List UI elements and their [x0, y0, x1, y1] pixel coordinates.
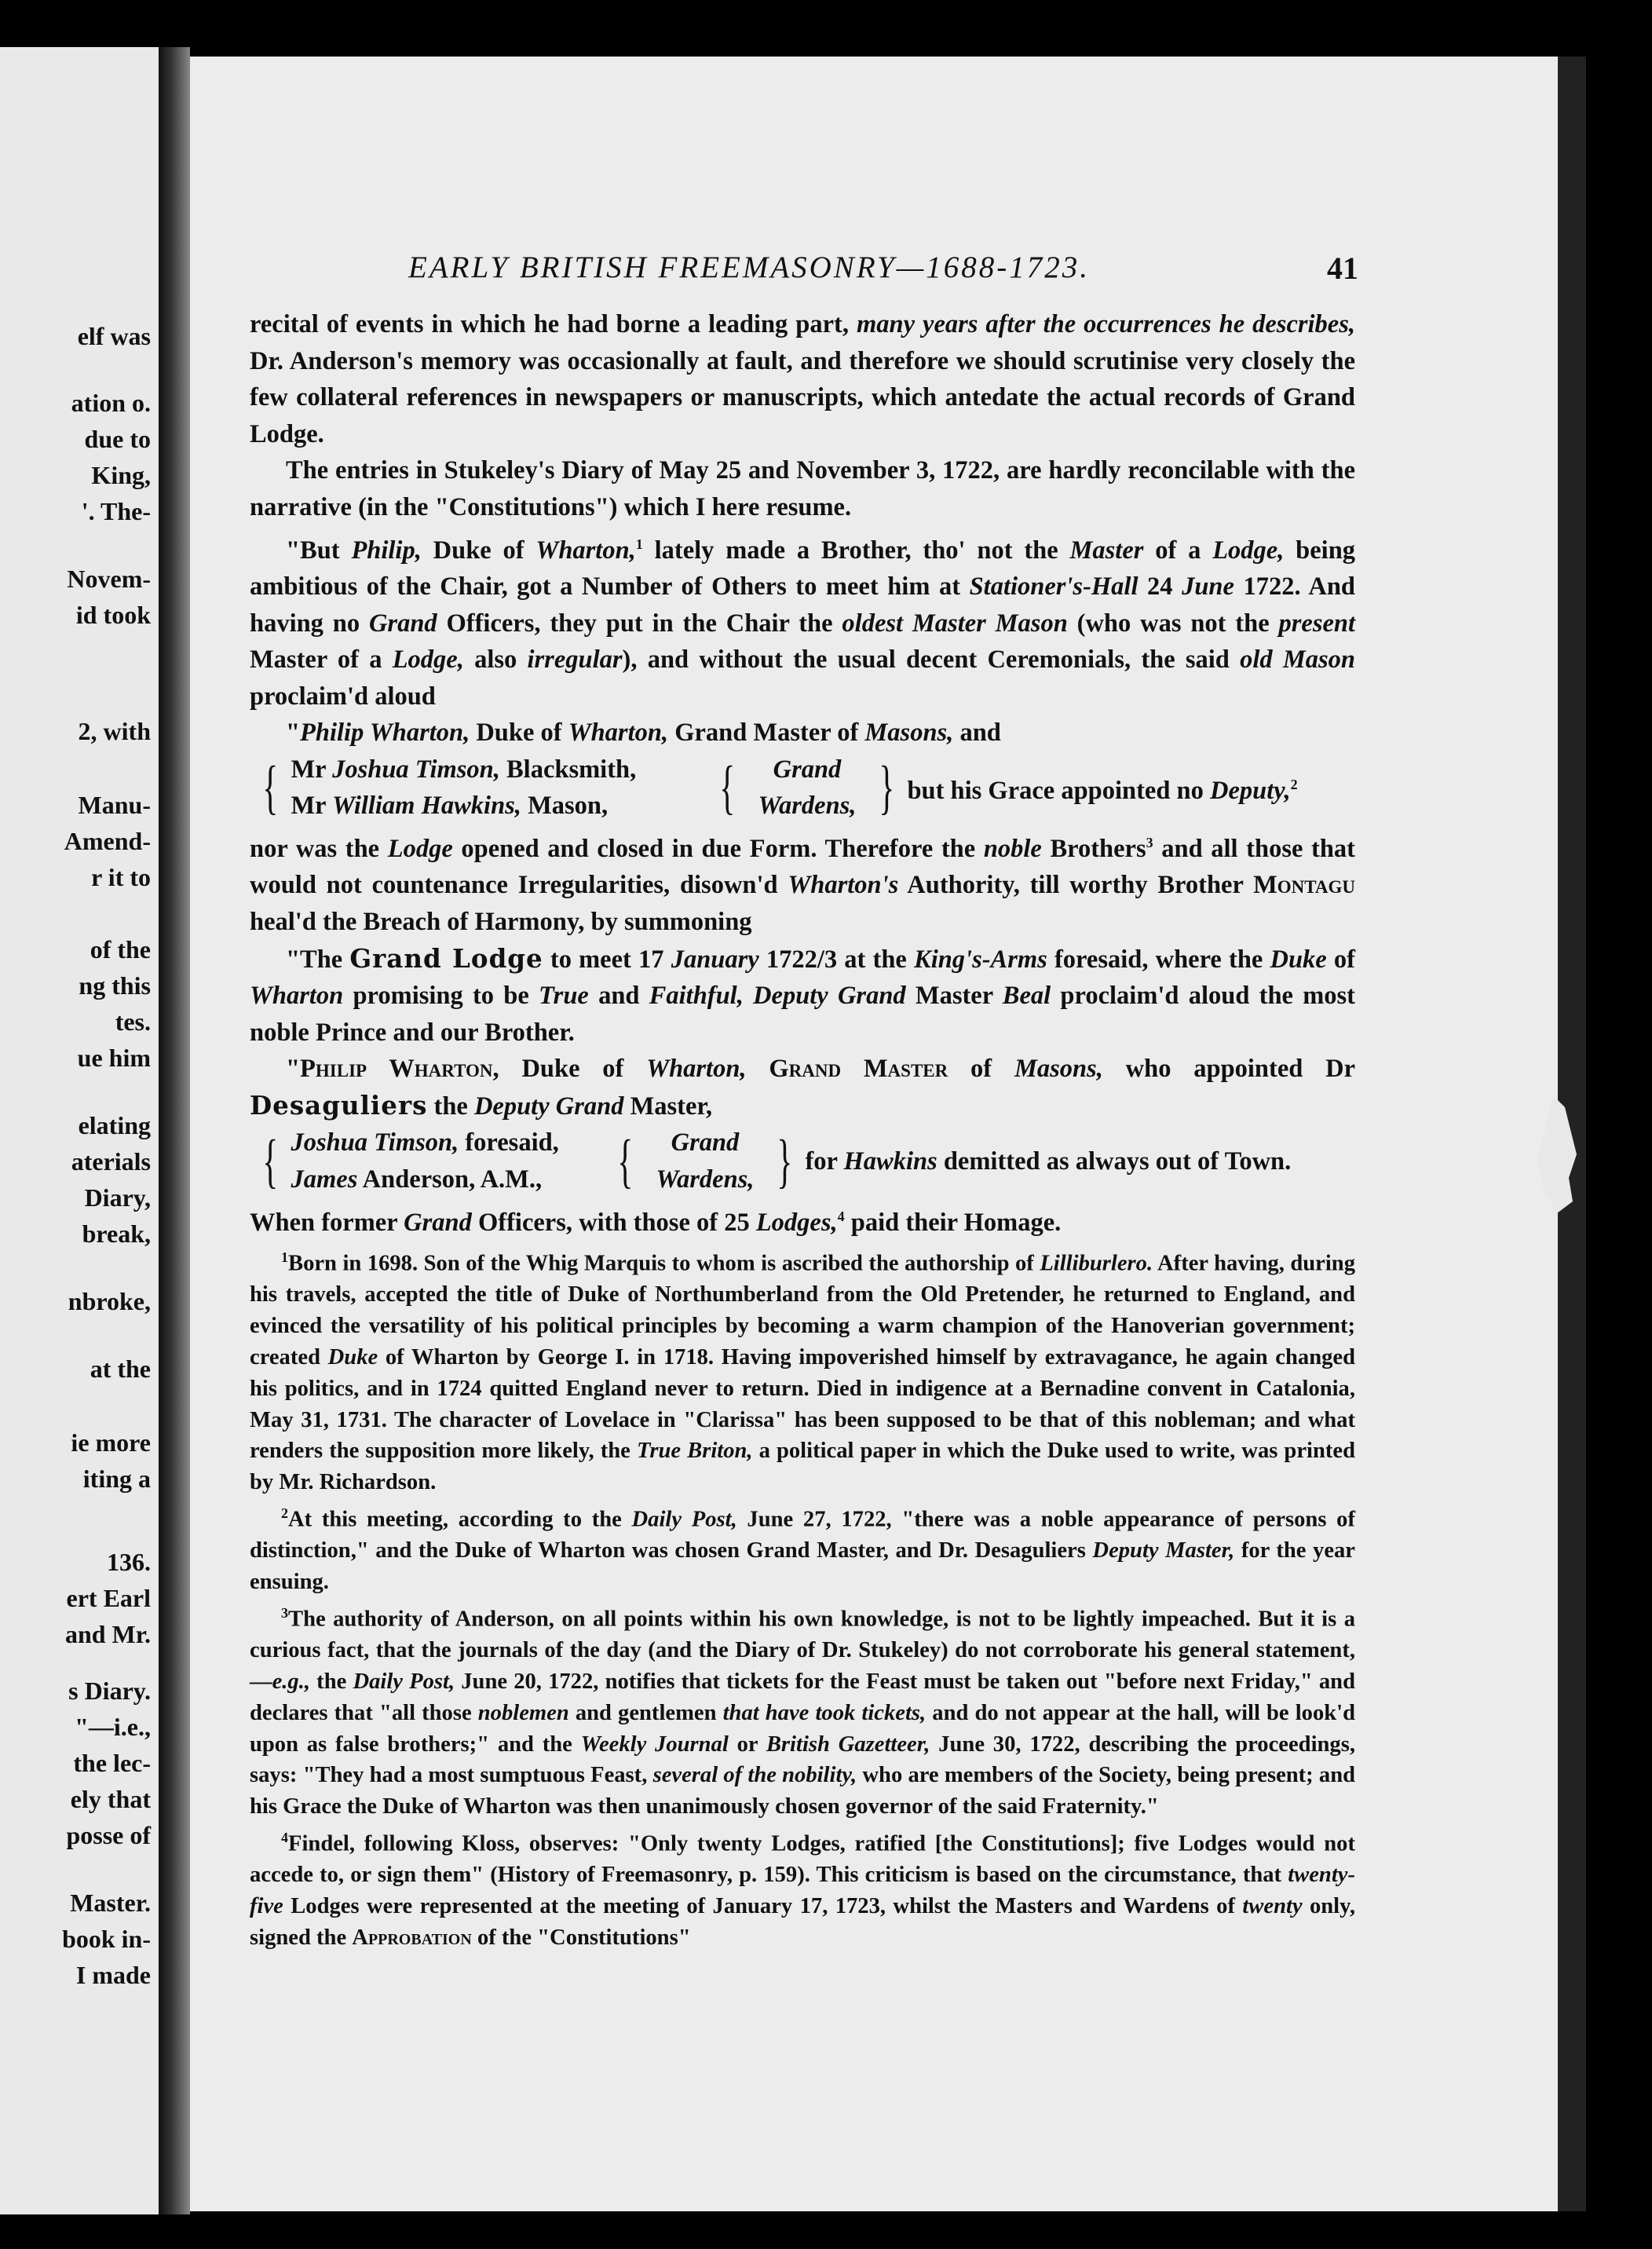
brace-right: }: [879, 755, 895, 821]
warden-title: Grand Wardens,: [758, 755, 857, 821]
book-gutter: [159, 47, 190, 2214]
paragraph-2: The entries in Stukeley's Diary of May 25 and November 3, 1722, are hardly reconcilable with the narrative (in the "Constitutions") which I here resume.: [250, 456, 1355, 521]
footnote-4: $^4$Findel, following Kloss, observes: "Only twenty Lodges, ratified [the Constitutions]; five Lodges would not accede to, or sign them" (History of Freemasonry, p. 159). This criticism is based on the circumstance, that twenty-five Lodges were represented at the meeting of January 17, 1723, whilst the Masters and Wardens of twenty only, signed the Approbation of the "Constitutions": [250, 1829, 1355, 1950]
left-margin-fragment: ng this: [79, 971, 151, 1000]
left-margin-fragment: due to: [84, 425, 151, 453]
brace-left: {: [262, 755, 279, 821]
left-margin-fragment: Amend-: [64, 827, 151, 855]
left-margin-fragment: ation o.: [71, 389, 151, 417]
left-margin-fragment: I made: [75, 1961, 151, 1989]
body-text: [250, 306, 1355, 1241]
footnote-1: $^1$Born in 1698. Son of the Whig Marquis to whom is ascribed the authorship of Lilliburlero. After having, during his travels, accepted the title of Duke of Northumberland from the Old Pretender, he returned to England, and evinced the versatility of his political principles by becoming a warm champion of the Hanoverian government; created Duke of Wharton by George I. in 1718. Having impoverished himself by extravagance, he again changed his politics, and in 1724 quitted England never to return. Died in indigence at a Bernadine convent in Catalonia, May 31, 1731. The character of Lovelace in "Clarissa" has been supposed to be that of this nobleman; and what renders the supposition more likely, the True Briton, a political paper in which the Duke used to write, was printed by Mr. Richardson.: [250, 1249, 1355, 1495]
footnote-2: $^2$At this meeting, according to the Daily Post, June 27, 1722, "there was a noble appearance of persons of distinction," and the Duke of Wharton was chosen Grand Master, and Dr. Desaguliers Deputy Master, for the year ensuing.: [250, 1505, 1355, 1595]
warden-title: Grand Wardens,: [656, 1128, 755, 1194]
footnote-ref-2: 2: [1290, 777, 1298, 793]
left-margin-fragment: 2, with: [78, 717, 151, 745]
left-margin-fragment: Manu-: [78, 791, 151, 819]
left-margin-fragment: id took: [75, 601, 151, 629]
footnote-ref-3: 3: [1146, 834, 1153, 850]
left-margin-fragment: nbroke,: [68, 1287, 151, 1315]
footnote-ref-1: 1: [635, 536, 643, 552]
footnote-ref-4: 4: [837, 1208, 845, 1224]
footnote-3: $^3$The authority of Anderson, on all points within his own knowledge, is not to be lightly impeached. But it is a curious fact, that the journals of the day (and the Diary of Dr. Stukeley) do not corroborate his general statement,—e.g., the Daily Post, June 20, 1722, notifies that tickets for the Feast must be taken out "before next Friday," and declares that "all those noblemen and gentlemen that have took tickets, and do not appear at the hall, will be look'd upon as false brothers;" and the Weekly Journal or British Gazetteer, June 30, 1722, describing the proceedings, says: "They had a most sumptuous Feast, several of the nobility, who are members of the Society, being present; and his Grace the Duke of Wharton was then unanimously chosen governor of the said Fraternity.": [250, 1604, 1356, 1819]
wardens-tail: for Hawkins demitted as always out of Town.: [805, 1146, 1292, 1176]
left-margin-fragment: the lec-: [73, 1749, 151, 1777]
left-margin-fragment: ue him: [77, 1044, 151, 1072]
left-margin-fragment: elating: [78, 1111, 151, 1139]
left-margin-fragment: 136.: [107, 1548, 151, 1576]
left-margin-fragment: s Diary.: [68, 1677, 151, 1705]
warden-names: Mr Joshua Timson, Blacksmith, Mr William Hawkins, Mason,: [291, 755, 637, 821]
left-margin-fragment: Master.: [70, 1889, 151, 1917]
left-margin-fragment: ie more: [71, 1428, 151, 1457]
left-margin-fragment: book in-: [62, 1925, 151, 1953]
left-margin-fragment: aterials: [71, 1147, 151, 1176]
paragraph-6: "Philip Wharton, Duke of Wharton, Grand Master of Masons, who appointed Dr Desaguliers the Deputy Grand Master,: [250, 1055, 1356, 1121]
left-margin-fragment: tes.: [115, 1007, 151, 1036]
blackletter-desaguliers: Desaguliers: [250, 1089, 428, 1121]
left-margin-fragment: and Mr.: [64, 1620, 151, 1648]
left-margin-fragment: break,: [82, 1220, 151, 1248]
paragraph-4: nor was the Lodge opened and closed in due Form. Therefore the noble Brothers$^3$ and all those that would not countenance Irregularities, disown'd Wharton's Authority, till worthy Brother Montagu heal'd the Breach of Harmony, by summoning: [250, 834, 1355, 936]
footnotes: [250, 1242, 1355, 1954]
left-margin-fragment: "—i.e.,: [75, 1713, 151, 1741]
left-margin-fragment: r it to: [91, 863, 151, 891]
blackletter-grand-lodge: Grand Lodge: [349, 942, 543, 974]
left-margin-fragment: Novem-: [67, 565, 151, 593]
wardens-block-2: [250, 1125, 1355, 1198]
left-page-fragment: [0, 47, 159, 2214]
left-margin-fragment: posse of: [66, 1821, 151, 1849]
paragraph-7: When former Grand Officers, with those of 25 Lodges,$^4$ paid their Homage.: [250, 1208, 1062, 1237]
left-margin-fragment: King,: [91, 461, 151, 489]
paragraph-5: "The Grand Lodge to meet 17 January 1722/3 at the King's-Arms foresaid, where the Duke of Wharton promising to be True and Faithful, Deputy Grand Master Beal proclaim'd aloud the most noble Prince and our Brother.: [250, 942, 1355, 1047]
brace-middle: {: [617, 1128, 634, 1195]
running-head: EARLY BRITISH FREEMASONRY—1688-1723.: [408, 250, 1091, 284]
left-margin-fragment: ely that: [70, 1785, 151, 1813]
brace-right: }: [777, 1128, 793, 1195]
paragraph-1: recital of events in which he had borne a leading part, many years after the occurrences he describes, Dr. Anderson's memory was occasionally at fault, and therefore we should scrutinise very closely the few collateral references in newspapers or manuscripts, which antedate the actual records of Grand Lodge.: [250, 310, 1355, 448]
left-margin-fragment: '. The-: [81, 497, 151, 525]
brace-left: {: [262, 1128, 279, 1195]
page-number: 41: [1327, 250, 1358, 286]
left-margin-fragment: elf was: [77, 322, 151, 350]
left-margin-fragment: Diary,: [84, 1183, 151, 1212]
left-margin-fragment: iting a: [82, 1465, 151, 1493]
brace-middle: {: [719, 755, 736, 821]
left-margin-fragment: ert Earl: [66, 1584, 151, 1612]
left-margin-fragment: at the: [90, 1355, 151, 1383]
warden-names: Joshua Timson, foresaid, James Anderson, A.M.,: [291, 1128, 559, 1194]
left-margin-fragment: of the: [90, 935, 151, 964]
wardens-tail: but his Grace appointed no Deputy,$^2$: [907, 777, 1298, 806]
paragraph-3: "But Philip, Duke of Wharton,$^1$ lately made a Brother, tho' not the Master of a Lodge, being ambitious of the Chair, got a Number of Others to meet him at Stationer's-Hall 24 June 1722. And having no Grand Officers, they put in the Chair the oldest Master Mason (who was not the present Master of a Lodge, also irregular), and without the usual decent Ceremonials, the said old Mason proclaim'd aloud: [250, 536, 1356, 711]
wardens-block-1: [250, 751, 1355, 825]
proclamation-1: "Philip Wharton, Duke of Wharton, Grand Master of Masons, and: [286, 719, 1001, 748]
